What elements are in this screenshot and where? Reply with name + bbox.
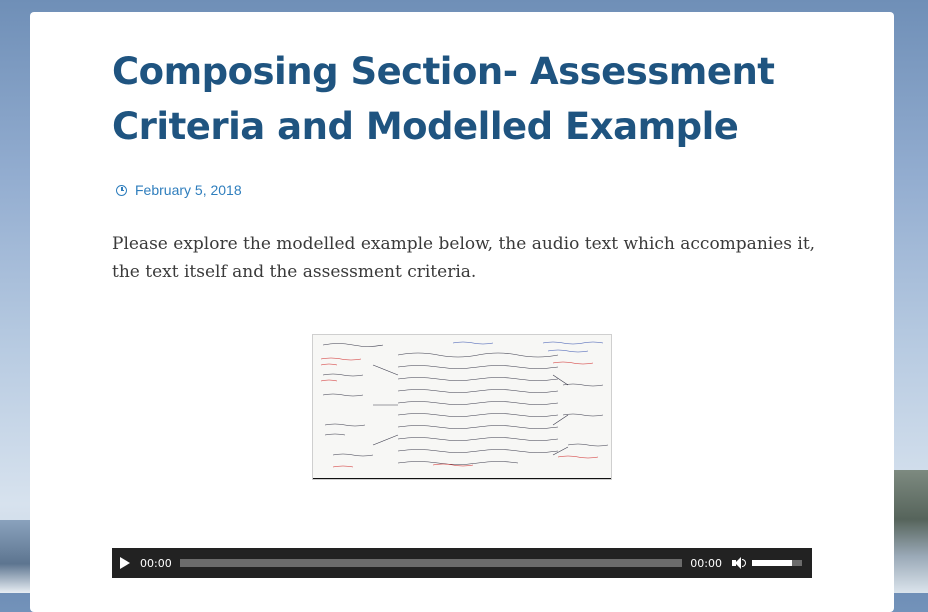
play-icon[interactable]: [120, 557, 130, 569]
post-intro: Please explore the modelled example below, the audio text which accompanies it, the text itself and the assessment criteria.: [112, 234, 816, 282]
volume-icon[interactable]: [732, 557, 746, 569]
clock-icon: [116, 185, 127, 196]
background-cliff: [894, 470, 928, 593]
post-card: [30, 12, 894, 612]
progress-bar[interactable]: [180, 559, 683, 567]
duration: 00:00: [690, 556, 722, 570]
modelled-example-image[interactable]: [312, 334, 612, 480]
handwritten-notes-graphic: [313, 335, 612, 480]
current-time: 00:00: [140, 556, 172, 570]
post-title: Composing Section- Assessment Criteria and Modelled Example: [112, 50, 775, 148]
audio-player[interactable]: [112, 548, 812, 578]
post-date-link[interactable]: [116, 182, 242, 198]
volume-level: [752, 560, 792, 566]
post-date: February 5, 2018: [135, 182, 242, 198]
volume-slider[interactable]: [752, 560, 802, 566]
background-water: [0, 520, 30, 593]
